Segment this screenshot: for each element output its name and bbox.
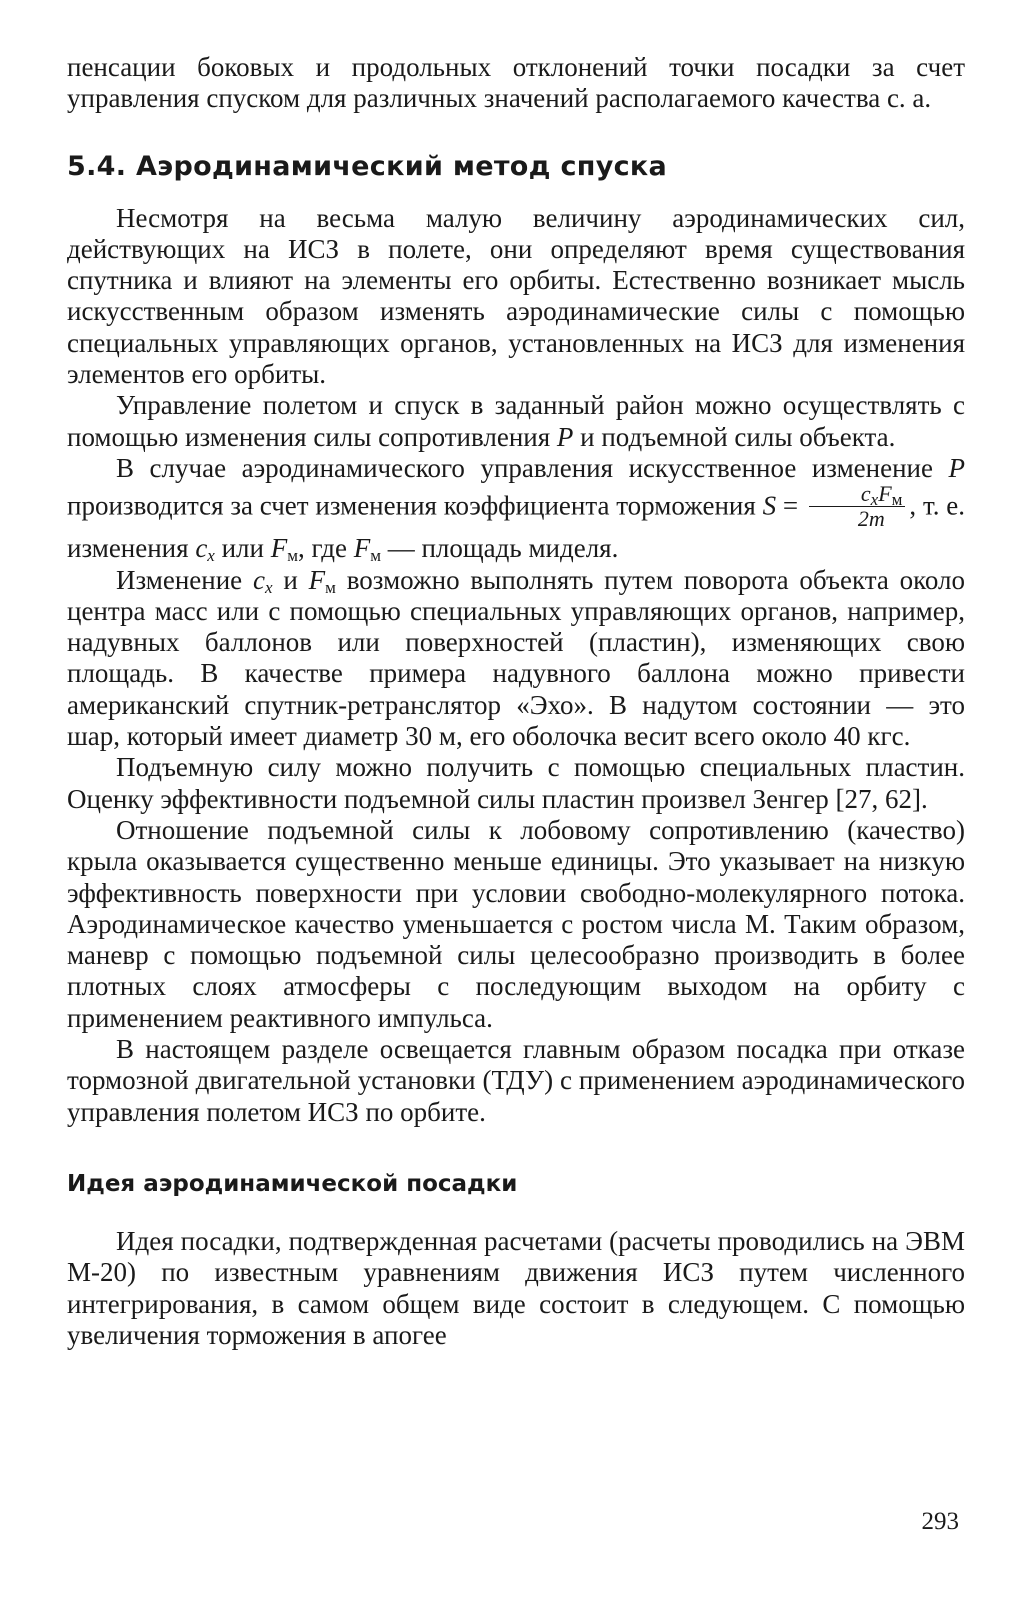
paragraph-2 [67, 390, 965, 453]
continued-paragraph: пенсации боковых и продольных отклонений точки посадки за счет управления спуском для различных значений располагаемого качества с. а. [67, 52, 965, 114]
paragraph-3: В случае аэродинамического управления искусственное изменение P производится за счет изменения коэффициента торможения S = $\frac{c_xF_м}{2m}$ , т. е. изменения $c_x$ или $F_м$, где $F_м$ — площадь миделя. [67, 452, 965, 566]
paragraph-4-text: возможно выполнять путем поворота объекта около центра масс или с помощью специальных управляющих органов, например, надувных баллонов или поверхностей (пластин), изменяющих свою площадь. В качестве примера надувного баллона можно привести американский спутник-ретранслятор «Эхо». В надутом состоянии — это шар, который имеет диаметр 30 м, его оболочка весит всего около 40 кгс. [67, 564, 966, 752]
fraction-denominator: 2m [857, 506, 885, 532]
paragraph-5: Подъемную силу можно получить с помощью специальных пластин. Оценку эффективности подъемной силы пластин произвел Зенгер [27, 62]. [67, 752, 965, 814]
paragraph-4: Изменение $c_x$ и $F_м$ возможно выполнять путем поворота объекта около центра масс или с помощью специальных управляющих органов, например, надувных баллонов или поверхностей (пластин), изменяющих свою площадь. В качестве примера надувного баллона можно привести американский спутник-ретранслятор «Эхо». В надутом состоянии — это шар, который имеет диаметр 30 м, его оболочка весит всего около 40 кгс. [67, 564, 966, 752]
paragraph-3-text-d: или [214, 533, 271, 564]
paragraph-7: В настоящем разделе освещается главным образом посадка при отказе тормозной двигательной установки (ТДУ) с применением аэродинамического управления полетом ИСЗ по орбите. [67, 1034, 965, 1127]
page-body [67, 52, 965, 1351]
subsection-heading: Идея аэродинамической посадки [67, 1170, 518, 1197]
section-heading: 5.4. Аэродинамический метод спуска [67, 150, 668, 182]
var-P: P [556, 421, 574, 452]
fraction-numerator: $c_xF_м$ [809, 482, 906, 507]
page-number: 293 [921, 1508, 959, 1535]
paragraph-3-text-e: , где [297, 533, 354, 564]
formula-eq: = [776, 490, 805, 521]
var-F: F [308, 564, 326, 595]
paragraph-3-text-a: В случае аэродинамического управления искусственное изменение [116, 452, 949, 483]
paragraph-3-text-b: производится за счет изменения коэффициента торможения [67, 490, 763, 521]
var-F: F [270, 533, 288, 564]
paragraph-3-text-c: , т. е. изменения [67, 490, 965, 564]
paragraph-2-text-b: и подъемной силы объекта. [573, 421, 896, 452]
subsection-paragraph-1: Идея посадки, подтвержденная расчетами (расчеты проводились на ЭВМ М-20) по известным уравнениям движения ИСЗ путем численного интегрирования, в самом общем виде состоит в следующем. С помощью увеличения торможения в апогее [67, 1225, 965, 1350]
paragraph-1: Несмотря на весьма малую величину аэродинамических сил, действующих на ИСЗ в полете, они определяют время существования спутника и влияют на элементы его орбиты. Естественно возникает мысль искусственным образом изменять аэродинамические силы с помощью специальных управляющих органов, установленных на ИСЗ для изменения элементов его орбиты. [67, 202, 965, 390]
braking-coefficient-fraction [809, 482, 906, 531]
var-cx: c [253, 564, 265, 595]
var-P: P [948, 452, 965, 483]
formula-S: S [762, 490, 777, 521]
paragraph-6: Отношение подъемной силы к лобовому сопротивлению (качество) крыла оказывается существенно меньше единицы. Это указывает на низкую эффективность поверхности при условии свободно-молекулярного потока. Аэродинамическое качество уменьшается с ростом числа М. Таким образом, маневр с помощью подъемной силы целесообразно производить в более плотных слоях атмосферы с последующим выходом на орбиту с применением реактивного импульса. [67, 814, 965, 1033]
paragraph-3-text-f: — площадь миделя. [380, 533, 619, 564]
var-F: F [353, 533, 371, 564]
var-cx: c [195, 533, 208, 564]
paragraph-2-text-a: Управление полетом и спуск в заданный район можно осуществлять с помощью изменения силы сопротивления [67, 390, 965, 452]
